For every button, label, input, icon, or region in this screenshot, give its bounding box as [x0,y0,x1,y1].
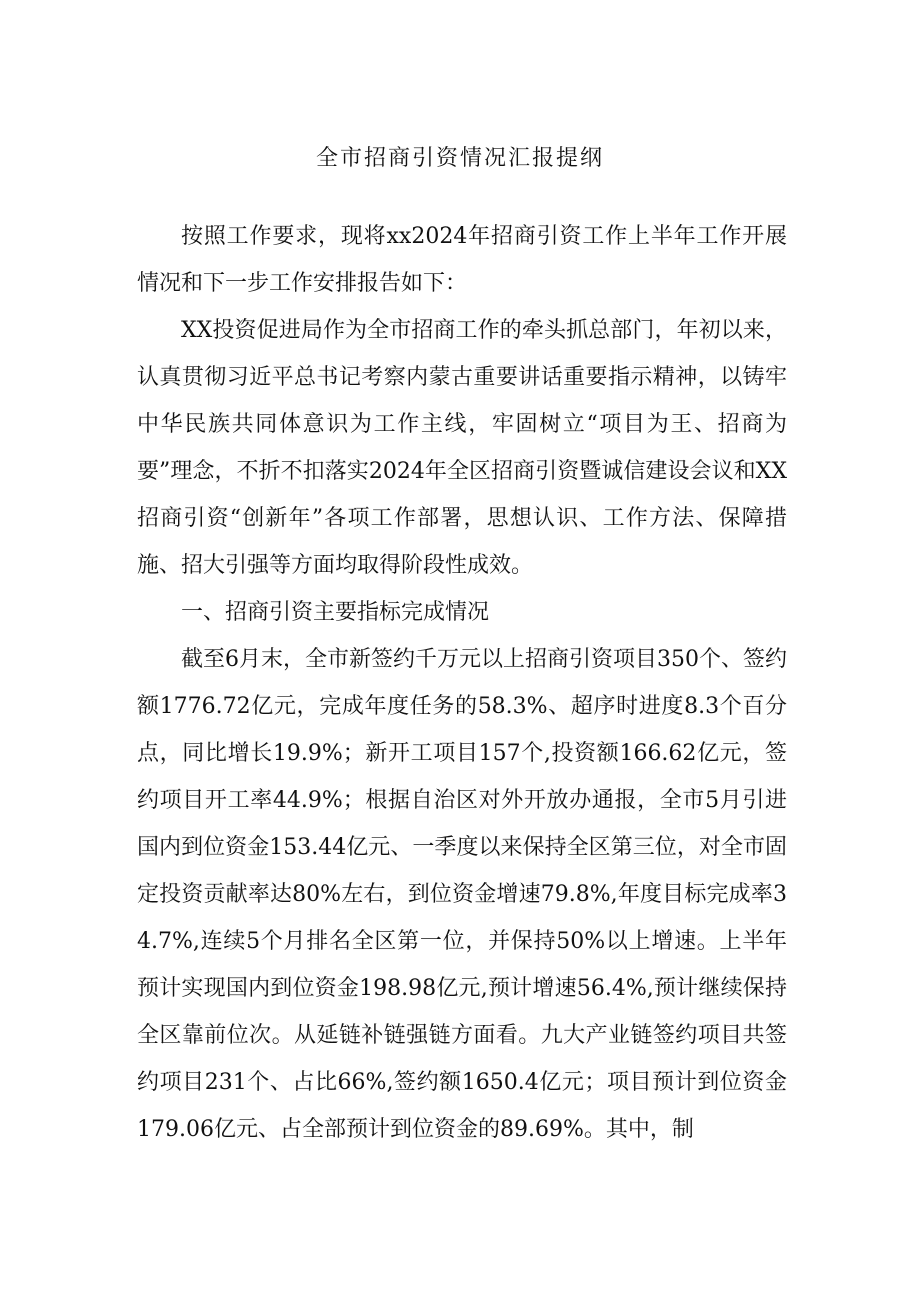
section-heading: 一、招商引资主要指标完成情况 [181,600,490,625]
document-body [137,213,787,1153]
intro-paragraph: 按照工作要求，现将xx2024年招商引资工作上半年工作开展情况和下一步工作安排报告如下： [137,224,787,296]
indicators-paragraph: 截至6月末，全市新签约千万元以上招商引资项目350个、签约额1776.72亿元，完成年度任务的58.3%、超序时进度8.3个百分点，同比增长19.9%；新开工项目157个,投资额166.62亿元，签约项目开工率44.9%；根据自治区对外开放办通报，全市5月引进国内到位资金153.44亿元、一季度以来保持全区第三位，对全市固定投资贡献率达80%左右，到位资金增速79.8%,年度目标完成率34.7%,连续5个月排名全区第一位，并保持50%以上增速。上半年预计实现国内到位资金198.98亿元,预计增速56.4%,预计继续保持全区靠前位次。从延链补链强链方面看。九大产业链签约项目共签约项目231个、占比66%,签约额1650.4亿元；项目预计到位资金179.06亿元、占全部预计到位资金的89.69%。其中，制 [137,647,787,1142]
overview-paragraph: XX投资促进局作为全市招商工作的牵头抓总部门，年初以来，认真贯彻习近平总书记考察内蒙古重要讲话重要指示精神，以铸牢中华民族共同体意识为工作主线，牢固树立“项目为王、招商为要”理念，不折不扣落实2024年全区招商引资暨诚信建设会议和XX招商引资“创新年”各项工作部署，思想认识、工作方法、保障措施、招大引强等方面均取得阶段性成效。 [137,318,787,578]
document-title: 全市招商引资情况汇报提纲 [315,146,604,171]
